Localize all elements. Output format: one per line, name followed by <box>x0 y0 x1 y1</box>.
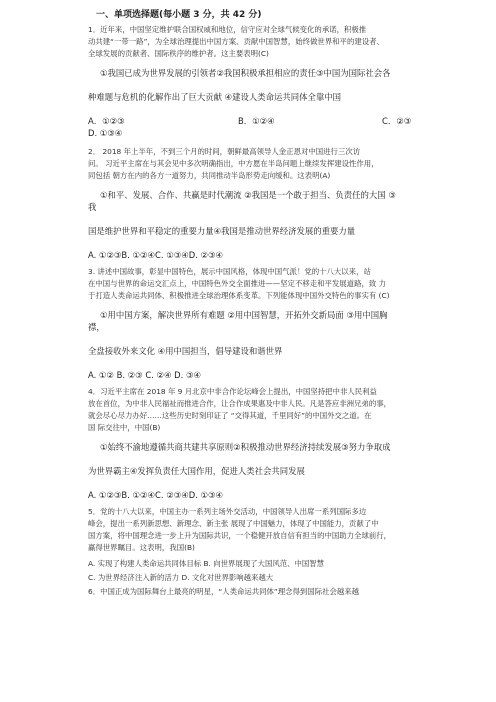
text-line: 一、单项选择题(每小题 3 分，共 42 分) <box>96 10 262 20</box>
text-line: 放在首位，为中非人民福祉而推进合作，让合作成果惠及中非人民。凡是答应非洲兄弟的事， <box>88 399 392 408</box>
text-line: 赢得世界瞩目。这表明，我国(B) <box>88 543 195 552</box>
text-line: 4．习近平主席在 2018 年 9 月北京中非合作论坛峰会上提出，中国坚持把中非人民利益 <box>88 387 377 396</box>
text-line: 国 际交往中，中国(B) <box>88 423 161 432</box>
text-line: B．①②④ <box>238 116 275 126</box>
text-line: A．①②③ <box>88 116 125 126</box>
text-line: 问。 习近平主席在与其会见中多次明确指出，中方愿在半岛问题上继续发挥建设性作用， <box>88 159 379 168</box>
text-line: A. ①② B. ②③ C. ②④ D. ③④ <box>88 370 201 380</box>
text-line: 5．党的十八大以来，中国主办一系列主场外交活动，中国领导人出席一系列国际多边 <box>88 507 367 516</box>
text-line: A. ①②③B. ①②④C. ②③④D. ①③④ <box>88 490 224 500</box>
text-line: ①用中国方案，解决世界所有难题 ②用中国智慧，开拓外交新局面 ③用中国胸 <box>100 310 388 320</box>
text-line: 国方案，将中国理念进一步上升为国际共识，一个稳健开放自信有担当的中国助力全球前行， <box>88 531 392 540</box>
text-line: 2． 2018 年上半年，不到三个月的时间，朝鲜最高领导人金正恩对中国进行三次访 <box>88 147 361 156</box>
text-line: 国是维护世界和平稳定的重要力量④我国是推动世界经济发展的重要力量 <box>88 226 356 236</box>
text-line: 峰会，提出一系列新思想、新理念、新主张 展现了中国魅力，体现了中国能力，贡献了中 <box>88 519 379 528</box>
text-line: ①我国已成为世界发展的引领者②我国积极承担相应的责任③中国为国际社会各 <box>100 68 391 78</box>
text-line: C．②③ <box>382 116 412 126</box>
text-line: 全球发展的贡献者、国际秩序的维护者。这主要表明(C) <box>88 49 269 58</box>
text-line: 全盘接收外来文化 ④用中国担当，倡导建设和谐世界 <box>88 346 283 356</box>
text-line: ①始终不渝地遵循共商共建共享原则②积极推动世界经济持续发展③努力争取成 <box>100 442 391 452</box>
text-line: A. ①②③B. ①②④C. ①③④D. ②③④ <box>88 250 224 260</box>
text-line: 3. 讲述中国故事，彰显中国特色，展示中国风格，体现中国气派！党的十八大以来，站 <box>88 267 371 276</box>
text-line: 同包括 朝方在内的各方一道努力，共同推动半岛形势走向缓和。这表明(A) <box>88 171 331 180</box>
text-line: ①和平、发展、合作、共赢是时代潮流 ②我国是一个敢于担当、负责任的大国 ③ <box>100 190 396 200</box>
text-line: C. 为世界经济注入新的活力 D. 文化对世界影响越来越大 <box>88 573 274 582</box>
text-line: 在中国与世界的命运交汇点上，中国特色外交全面推进——坚定不移走和平发展道路，致 力 <box>88 279 386 288</box>
text-line: 我 <box>88 202 97 212</box>
text-line: 就会尽心尽力办好……这些历史时刻印证了 “交得其道，千里同好”的中国外交之道。在 <box>88 411 372 420</box>
text-line: 1．近年来，中国坚定维护联合国权威和地位，信守应对全球气候变化的承诺，积极推 <box>88 25 367 34</box>
text-line: 种难题与危机的化解作出了巨大贡献 ④建设人类命运共同体全靠中国 <box>88 92 342 102</box>
text-line: 于打造人类命运共同体、积极推进全球治理体系变革。下列能体现中国外交特色的事实有 (C) <box>88 291 390 300</box>
text-line: A. 实现了构建人类命运共同体目标 B. 向世界展现了大国风范、中国智慧 <box>88 559 325 568</box>
text-line: 动共建“一带一路”，为全球治理提出中国方案、贡献中国智慧，始终做世界和平的建设者、 <box>88 37 384 46</box>
text-line: D. ①③④ <box>88 128 123 138</box>
text-line: 为世界霸主④发挥负责任大国作用，促进人类社会共同发展 <box>88 466 305 476</box>
text-line: 6．中国正成为国际舞台上最亮的明星，“人类命运共同体”理念得到国际社会越来越 <box>88 587 360 596</box>
text-line: 襟， <box>88 322 105 332</box>
